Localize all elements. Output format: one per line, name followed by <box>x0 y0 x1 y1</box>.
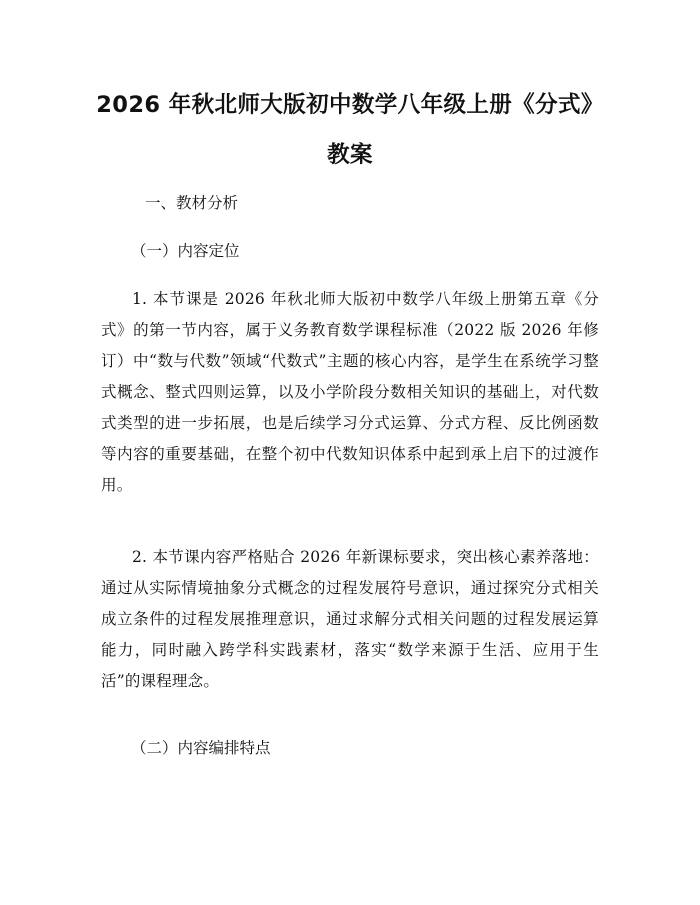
subsection-heading-content-arrangement: （二）内容编排特点 <box>131 739 271 757</box>
section-heading: 一、教材分析 <box>145 194 239 212</box>
paragraph-content-positioning-1: 1. 本节课是 2026 年秋北师大版初中数学八年级上册第五章《分式》的第一节内容，属于义务教育数学课程标准（2022 版 2026 年修订）中“数与代数”领域“代数式”主题的核心内容，是学生在系统学习整式概念、整式四则运算，以及小学阶段分数相关知识的基础上，对代数式类型的进一步拓展，也是后续学习分式运算、分式方程、反比例函数等内容的重要基础，在整个初中代数知识体系中起到承上启下的过渡作用。 <box>101 290 599 494</box>
subsection-heading-content-positioning: （一）内容定位 <box>131 242 240 260</box>
document-title: 2026 年秋北师大版初中数学八年级上册《分式》教案 <box>96 92 604 168</box>
paragraph-content-positioning-2: 2. 本节课内容严格贴合 2026 年新课标要求，突出核心素养落地：通过从实际情境抽象分式概念的过程发展符号意识，通过探究分式相关成立条件的过程发展推理意识，通过求解分式相关问题的过程发展运算能力，同时融入跨学科实践素材，落实“数学来源于生活、应用于生活”的课程理念。 <box>101 548 599 690</box>
